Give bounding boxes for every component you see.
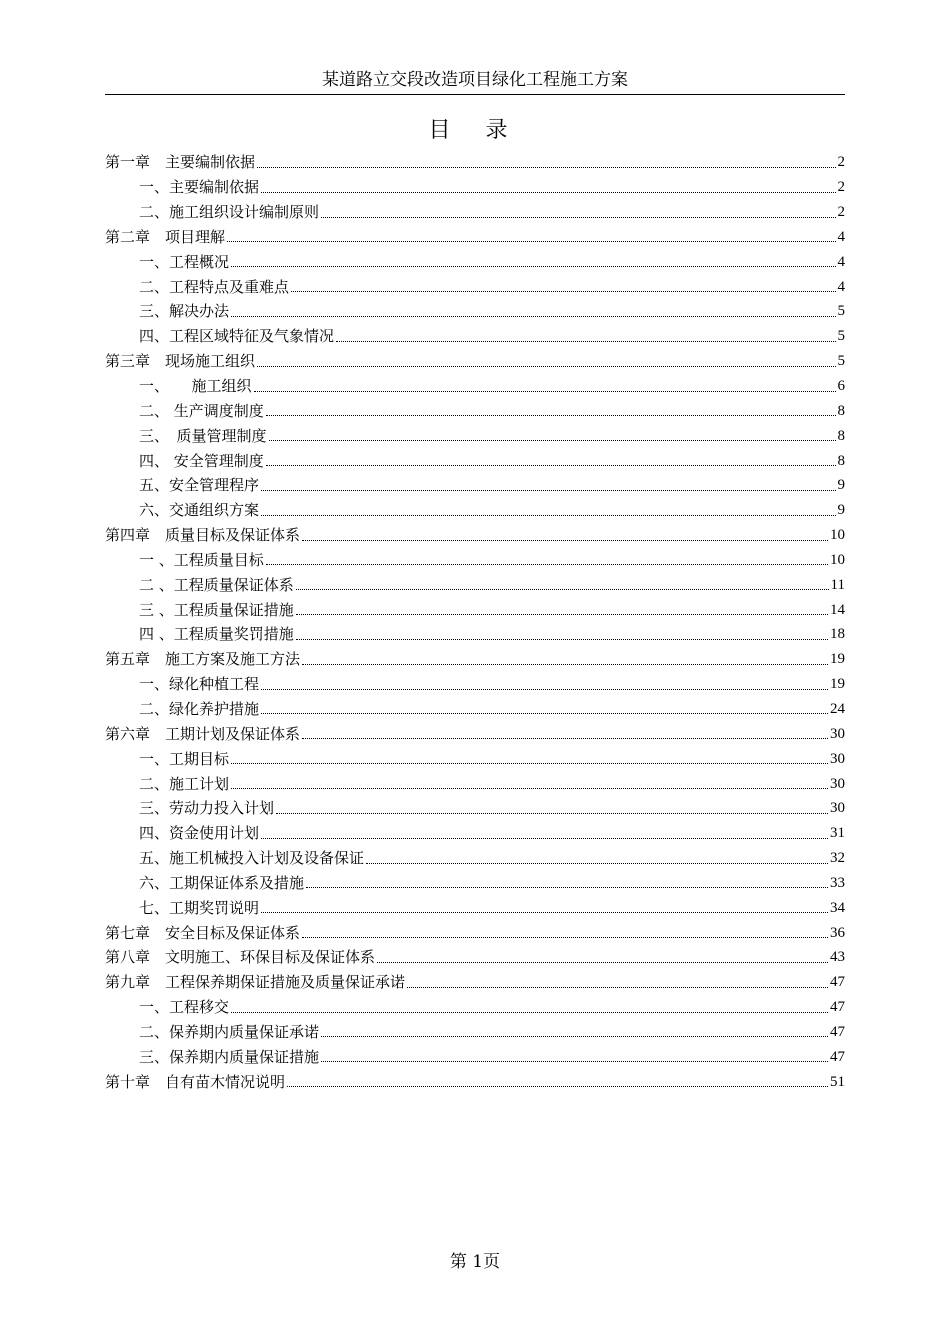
toc-section-entry[interactable] bbox=[105, 498, 845, 523]
toc-chapter-entry[interactable] bbox=[105, 523, 845, 548]
toc-dot-leader bbox=[231, 763, 828, 764]
toc-dot-leader bbox=[321, 1036, 828, 1037]
toc-dot-leader bbox=[321, 1061, 828, 1062]
toc-entry-page-number: 47 bbox=[830, 974, 845, 991]
toc-dot-leader bbox=[261, 192, 835, 193]
toc-dot-leader bbox=[302, 540, 828, 541]
toc-dot-leader bbox=[231, 788, 828, 789]
toc-entry-page-number: 31 bbox=[830, 825, 845, 842]
toc-entry-page-number: 47 bbox=[830, 1048, 845, 1065]
toc-section-entry[interactable] bbox=[105, 249, 845, 274]
toc-entry-label: 第七章 安全目标及保证体系 bbox=[105, 923, 301, 942]
toc-dot-leader bbox=[261, 689, 828, 690]
toc-entry-page-number: 18 bbox=[830, 626, 845, 643]
toc-entry-page-number: 47 bbox=[830, 1023, 845, 1040]
toc-entry-page-number: 5 bbox=[837, 303, 845, 320]
toc-chapter-entry[interactable] bbox=[105, 349, 845, 374]
toc-entry-label: 四、资金使用计划 bbox=[139, 824, 260, 843]
toc-entry-page-number: 30 bbox=[830, 725, 845, 742]
toc-section-entry[interactable] bbox=[105, 175, 845, 200]
toc-dot-leader bbox=[302, 738, 828, 739]
toc-section-entry[interactable] bbox=[105, 324, 845, 349]
toc-section-entry[interactable] bbox=[105, 1044, 845, 1069]
toc-dot-leader bbox=[306, 887, 828, 888]
toc-section-entry[interactable] bbox=[105, 548, 845, 573]
toc-dot-leader bbox=[296, 639, 828, 640]
toc-dot-leader bbox=[296, 614, 828, 615]
toc-entry-page-number: 2 bbox=[837, 154, 845, 171]
toc-entry-page-number: 8 bbox=[837, 427, 845, 444]
toc-entry-page-number: 6 bbox=[837, 378, 845, 395]
toc-chapter-entry[interactable] bbox=[105, 945, 845, 970]
toc-dot-leader bbox=[287, 1086, 828, 1087]
toc-entry-label: 第四章 质量目标及保证体系 bbox=[105, 526, 301, 545]
toc-dot-leader bbox=[261, 515, 835, 516]
toc-entry-label: 二、施工计划 bbox=[139, 774, 230, 793]
toc-entry-label: 一、绿化种植工程 bbox=[139, 675, 260, 694]
toc-entry-label: 七、工期奖罚说明 bbox=[139, 898, 260, 917]
toc-dot-leader bbox=[261, 838, 828, 839]
toc-entry-label: 一、 施工组织 bbox=[139, 377, 252, 396]
toc-entry-page-number: 30 bbox=[830, 775, 845, 792]
toc-section-entry[interactable] bbox=[105, 895, 845, 920]
toc-entry-label: 第九章 工程保养期保证措施及质量保证承诺 bbox=[105, 973, 406, 992]
toc-chapter-entry[interactable] bbox=[105, 1069, 845, 1094]
toc-dot-leader bbox=[261, 713, 828, 714]
toc-dot-leader bbox=[366, 863, 828, 864]
toc-chapter-entry[interactable] bbox=[105, 721, 845, 746]
toc-section-entry[interactable] bbox=[105, 672, 845, 697]
toc-section-entry[interactable] bbox=[105, 299, 845, 324]
toc-entry-page-number: 5 bbox=[837, 328, 845, 345]
toc-entry-label: 第十章 自有苗木情况说明 bbox=[105, 1072, 286, 1091]
toc-dot-leader bbox=[257, 167, 835, 168]
toc-entry-label: 五、安全管理程序 bbox=[139, 476, 260, 495]
toc-dot-leader bbox=[231, 316, 835, 317]
toc-entry-label: 六、交通组织方案 bbox=[139, 501, 260, 520]
toc-section-entry[interactable] bbox=[105, 622, 845, 647]
toc-entry-page-number: 8 bbox=[837, 452, 845, 469]
toc-entry-page-number: 2 bbox=[837, 179, 845, 196]
toc-entry-label: 一、主要编制依据 bbox=[139, 178, 260, 197]
toc-entry-page-number: 10 bbox=[830, 551, 845, 568]
toc-entry-label: 二 、工程质量保证体系 bbox=[139, 575, 294, 594]
toc-chapter-entry[interactable] bbox=[105, 225, 845, 250]
toc-dot-leader bbox=[291, 291, 835, 292]
toc-entry-page-number: 10 bbox=[830, 527, 845, 544]
toc-chapter-entry[interactable] bbox=[105, 970, 845, 995]
toc-section-entry[interactable] bbox=[105, 995, 845, 1020]
toc-entry-page-number: 9 bbox=[837, 477, 845, 494]
toc-dot-leader bbox=[227, 241, 835, 242]
header-divider bbox=[105, 94, 845, 95]
toc-dot-leader bbox=[254, 391, 836, 392]
toc-entry-label: 二、保养期内质量保证承诺 bbox=[139, 1022, 320, 1041]
toc-entry-label: 三、 质量管理制度 bbox=[139, 426, 267, 445]
toc-section-entry[interactable] bbox=[105, 572, 845, 597]
toc-entry-page-number: 51 bbox=[830, 1073, 845, 1090]
toc-section-entry[interactable] bbox=[105, 473, 845, 498]
toc-dot-leader bbox=[407, 987, 828, 988]
toc-entry-label: 第二章 项目理解 bbox=[105, 227, 226, 246]
toc-entry-page-number: 34 bbox=[830, 899, 845, 916]
toc-dot-leader bbox=[257, 366, 835, 367]
toc-entry-label: 二、 生产调度制度 bbox=[139, 401, 264, 420]
toc-dot-leader bbox=[302, 937, 828, 938]
toc-section-entry[interactable] bbox=[105, 423, 845, 448]
toc-entry-page-number: 2 bbox=[837, 204, 845, 221]
toc-section-entry[interactable] bbox=[105, 870, 845, 895]
toc-chapter-entry[interactable] bbox=[105, 150, 845, 175]
toc-section-entry[interactable] bbox=[105, 821, 845, 846]
toc-entry-page-number: 32 bbox=[830, 850, 845, 867]
toc-dot-leader bbox=[296, 589, 829, 590]
toc-entry-page-number: 43 bbox=[830, 949, 845, 966]
toc-heading: 目 录 bbox=[428, 118, 522, 143]
toc-entry-label: 五、施工机械投入计划及设备保证 bbox=[139, 849, 365, 868]
toc-entry-label: 二、绿化养护措施 bbox=[139, 699, 260, 718]
toc-entry-page-number: 19 bbox=[830, 651, 845, 668]
toc-dot-leader bbox=[231, 1012, 828, 1013]
toc-entry-page-number: 5 bbox=[837, 353, 845, 370]
toc-entry-label: 六、工期保证体系及措施 bbox=[139, 873, 305, 892]
toc-entry-label: 第六章 工期计划及保证体系 bbox=[105, 724, 301, 743]
toc-entry-page-number: 4 bbox=[837, 228, 845, 245]
toc-entry-label: 第一章 主要编制依据 bbox=[105, 153, 256, 172]
toc-section-entry[interactable] bbox=[105, 448, 845, 473]
table-of-contents bbox=[105, 150, 845, 1094]
toc-entry-page-number: 4 bbox=[837, 278, 845, 295]
toc-entry-page-number: 30 bbox=[830, 750, 845, 767]
toc-entry-label: 三 、工程质量保证措施 bbox=[139, 600, 294, 619]
toc-dot-leader bbox=[266, 415, 836, 416]
toc-dot-leader bbox=[302, 664, 828, 665]
toc-chapter-entry[interactable] bbox=[105, 647, 845, 672]
toc-section-entry[interactable] bbox=[105, 200, 845, 225]
toc-entry-page-number: 9 bbox=[837, 502, 845, 519]
toc-entry-label: 一、工程移交 bbox=[139, 998, 230, 1017]
toc-dot-leader bbox=[269, 440, 836, 441]
toc-entry-label: 四 、工程质量奖罚措施 bbox=[139, 625, 294, 644]
toc-dot-leader bbox=[266, 465, 836, 466]
toc-section-entry[interactable] bbox=[105, 374, 845, 399]
toc-entry-page-number: 19 bbox=[830, 676, 845, 693]
toc-entry-label: 第三章 现场施工组织 bbox=[105, 352, 256, 371]
toc-dot-leader bbox=[231, 266, 835, 267]
toc-section-entry[interactable] bbox=[105, 274, 845, 299]
toc-entry-label: 三、保养期内质量保证措施 bbox=[139, 1047, 320, 1066]
toc-dot-leader bbox=[336, 341, 835, 342]
toc-section-entry[interactable] bbox=[105, 796, 845, 821]
toc-section-entry[interactable] bbox=[105, 771, 845, 796]
document-header: 某道路立交段改造项目绿化工程施工方案 bbox=[322, 70, 628, 90]
toc-entry-page-number: 47 bbox=[830, 999, 845, 1016]
toc-entry-label: 二、工程特点及重难点 bbox=[139, 277, 290, 296]
toc-entry-label: 一、工程概况 bbox=[139, 252, 230, 271]
toc-section-entry[interactable] bbox=[105, 746, 845, 771]
toc-dot-leader bbox=[276, 813, 828, 814]
toc-section-entry[interactable] bbox=[105, 846, 845, 871]
toc-entry-label: 三、劳动力投入计划 bbox=[139, 799, 275, 818]
toc-section-entry[interactable] bbox=[105, 697, 845, 722]
toc-entry-page-number: 30 bbox=[830, 800, 845, 817]
toc-entry-page-number: 11 bbox=[830, 576, 845, 593]
toc-entry-label: 一、工期目标 bbox=[139, 749, 230, 768]
page-number: 第 1页 bbox=[449, 1252, 501, 1272]
toc-entry-label: 一 、工程质量目标 bbox=[139, 550, 264, 569]
toc-entry-page-number: 24 bbox=[830, 700, 845, 717]
toc-dot-leader bbox=[266, 564, 828, 565]
toc-dot-leader bbox=[321, 217, 835, 218]
toc-entry-page-number: 36 bbox=[830, 924, 845, 941]
toc-entry-page-number: 4 bbox=[837, 253, 845, 270]
toc-section-entry[interactable] bbox=[105, 1020, 845, 1045]
toc-section-entry[interactable] bbox=[105, 398, 845, 423]
toc-entry-label: 四、 安全管理制度 bbox=[139, 451, 264, 470]
toc-entry-page-number: 14 bbox=[830, 601, 845, 618]
toc-section-entry[interactable] bbox=[105, 597, 845, 622]
toc-entry-label: 三、解决办法 bbox=[139, 302, 230, 321]
toc-entry-label: 第八章 文明施工、环保目标及保证体系 bbox=[105, 948, 376, 967]
toc-dot-leader bbox=[377, 962, 828, 963]
toc-dot-leader bbox=[261, 912, 828, 913]
toc-chapter-entry[interactable] bbox=[105, 920, 845, 945]
toc-entry-label: 二、施工组织设计编制原则 bbox=[139, 203, 320, 222]
toc-dot-leader bbox=[261, 490, 835, 491]
toc-entry-page-number: 8 bbox=[837, 402, 845, 419]
toc-entry-label: 第五章 施工方案及施工方法 bbox=[105, 650, 301, 669]
toc-entry-page-number: 33 bbox=[830, 874, 845, 891]
toc-entry-label: 四、工程区域特征及气象情况 bbox=[139, 327, 335, 346]
